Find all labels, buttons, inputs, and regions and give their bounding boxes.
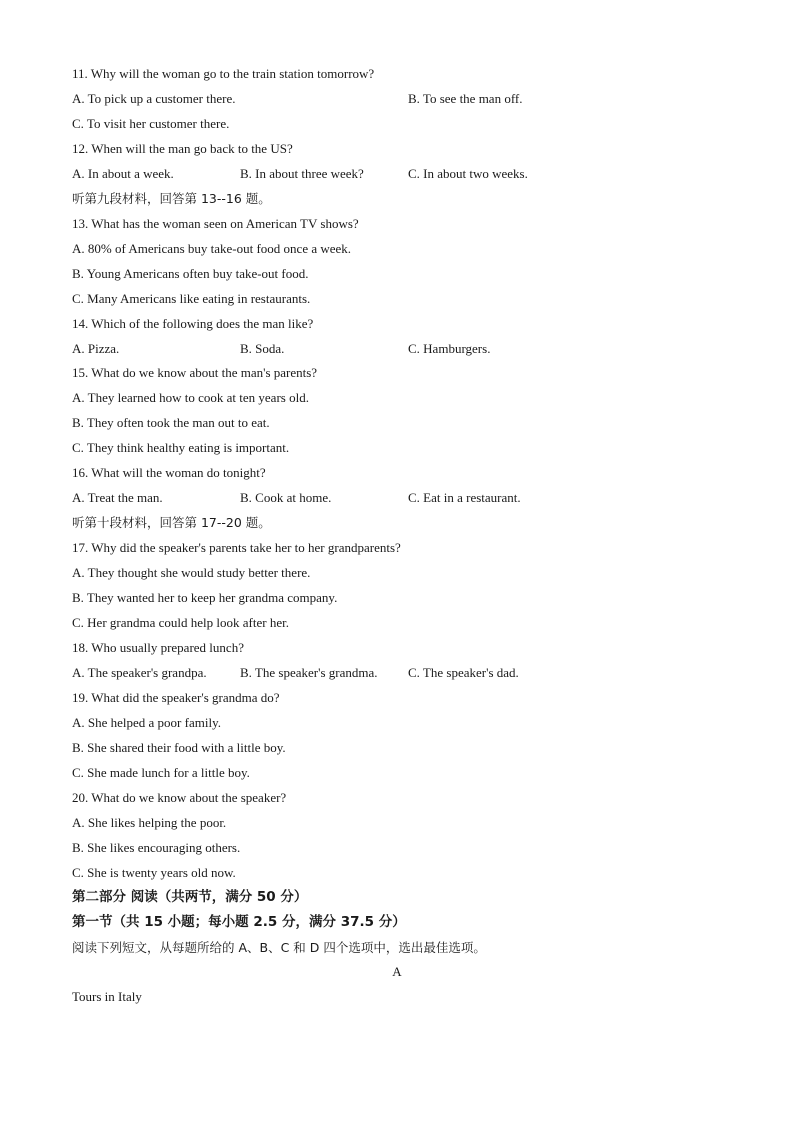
passage-title: Tours in Italy <box>72 989 142 1004</box>
question-16-option-a: A. Treat the man. <box>72 490 163 505</box>
question-12-stem: 12. When will the man go back to the US? <box>72 141 293 156</box>
question-17-option-a: A. They thought she would study better there. <box>72 565 311 580</box>
question-15-stem: 15. What do we know about the man's parents? <box>72 365 318 380</box>
reading-instructions: 阅读下列短文，从每题所给的 A、B、C 和 D 四个选项中，选出最佳选项。 <box>72 940 486 955</box>
question-13-stem: 13. What has the woman seen on American TV shows? <box>72 216 359 231</box>
question-13-option-c: C. Many Americans like eating in restaurants. <box>72 291 311 306</box>
question-18-stem: 18. Who usually prepared lunch? <box>72 640 244 655</box>
question-18-option-a: A. The speaker's grandpa. <box>72 665 207 680</box>
question-12-option-b: B. In about three week? <box>240 166 364 181</box>
question-17-option-c: C. Her grandma could help look after her. <box>72 615 289 630</box>
question-16-option-b: B. Cook at home. <box>240 490 332 505</box>
question-14-option-c: C. Hamburgers. <box>408 341 491 356</box>
question-15-option-a: A. They learned how to cook at ten years old. <box>72 390 309 405</box>
question-16-stem: 16. What will the woman do tonight? <box>72 465 266 480</box>
question-14-option-a: A. Pizza. <box>72 341 120 356</box>
passage-label: A <box>392 964 402 979</box>
question-19-option-c: C. She made lunch for a little boy. <box>72 765 250 780</box>
question-17-stem: 17. Why did the speaker's parents take her to her grandparents? <box>72 540 401 555</box>
section-10-instruction: 听第十段材料，回答第 17--20 题。 <box>72 515 271 530</box>
question-15-option-c: C. They think healthy eating is important. <box>72 440 290 455</box>
question-20-option-a: A. She likes helping the poor. <box>72 815 227 830</box>
question-13-option-a: A. 80% of Americans buy take-out food once a week. <box>72 241 352 256</box>
question-18-option-b: B. The speaker's grandma. <box>240 665 378 680</box>
question-16-option-c: C. Eat in a restaurant. <box>408 490 521 505</box>
question-19-option-b: B. She shared their food with a little boy. <box>72 740 286 755</box>
question-20-option-b: B. She likes encouraging others. <box>72 840 241 855</box>
question-11-option-c: C. To visit her customer there. <box>72 116 230 131</box>
question-11-option-a: A. To pick up a customer there. <box>72 91 236 106</box>
question-17-option-b: B. They wanted her to keep her grandma company. <box>72 590 338 605</box>
question-11-option-b: B. To see the man off. <box>408 91 523 106</box>
question-18-option-c: C. The speaker's dad. <box>408 665 519 680</box>
section-9-instruction: 听第九段材料，回答第 13--16 题。 <box>72 191 271 206</box>
question-20-stem: 20. What do we know about the speaker? <box>72 790 287 805</box>
question-20-option-c: C. She is twenty years old now. <box>72 865 236 880</box>
question-11-stem: 11. Why will the woman go to the train station tomorrow? <box>72 66 375 81</box>
section-1-heading: 第一节（共 15 小题；每小题 2.5 分，满分 37.5 分） <box>72 914 406 930</box>
question-12-option-a: A. In about a week. <box>72 166 174 181</box>
question-14-stem: 14. Which of the following does the man like? <box>72 316 314 331</box>
question-19-stem: 19. What did the speaker's grandma do? <box>72 690 280 705</box>
question-19-option-a: A. She helped a poor family. <box>72 715 221 730</box>
question-14-option-b: B. Soda. <box>240 341 285 356</box>
question-13-option-b: B. Young Americans often buy take-out food. <box>72 266 309 281</box>
question-12-option-c: C. In about two weeks. <box>408 166 528 181</box>
question-15-option-b: B. They often took the man out to eat. <box>72 415 270 430</box>
part-2-heading: 第二部分 阅读（共两节，满分 50 分） <box>72 889 308 905</box>
